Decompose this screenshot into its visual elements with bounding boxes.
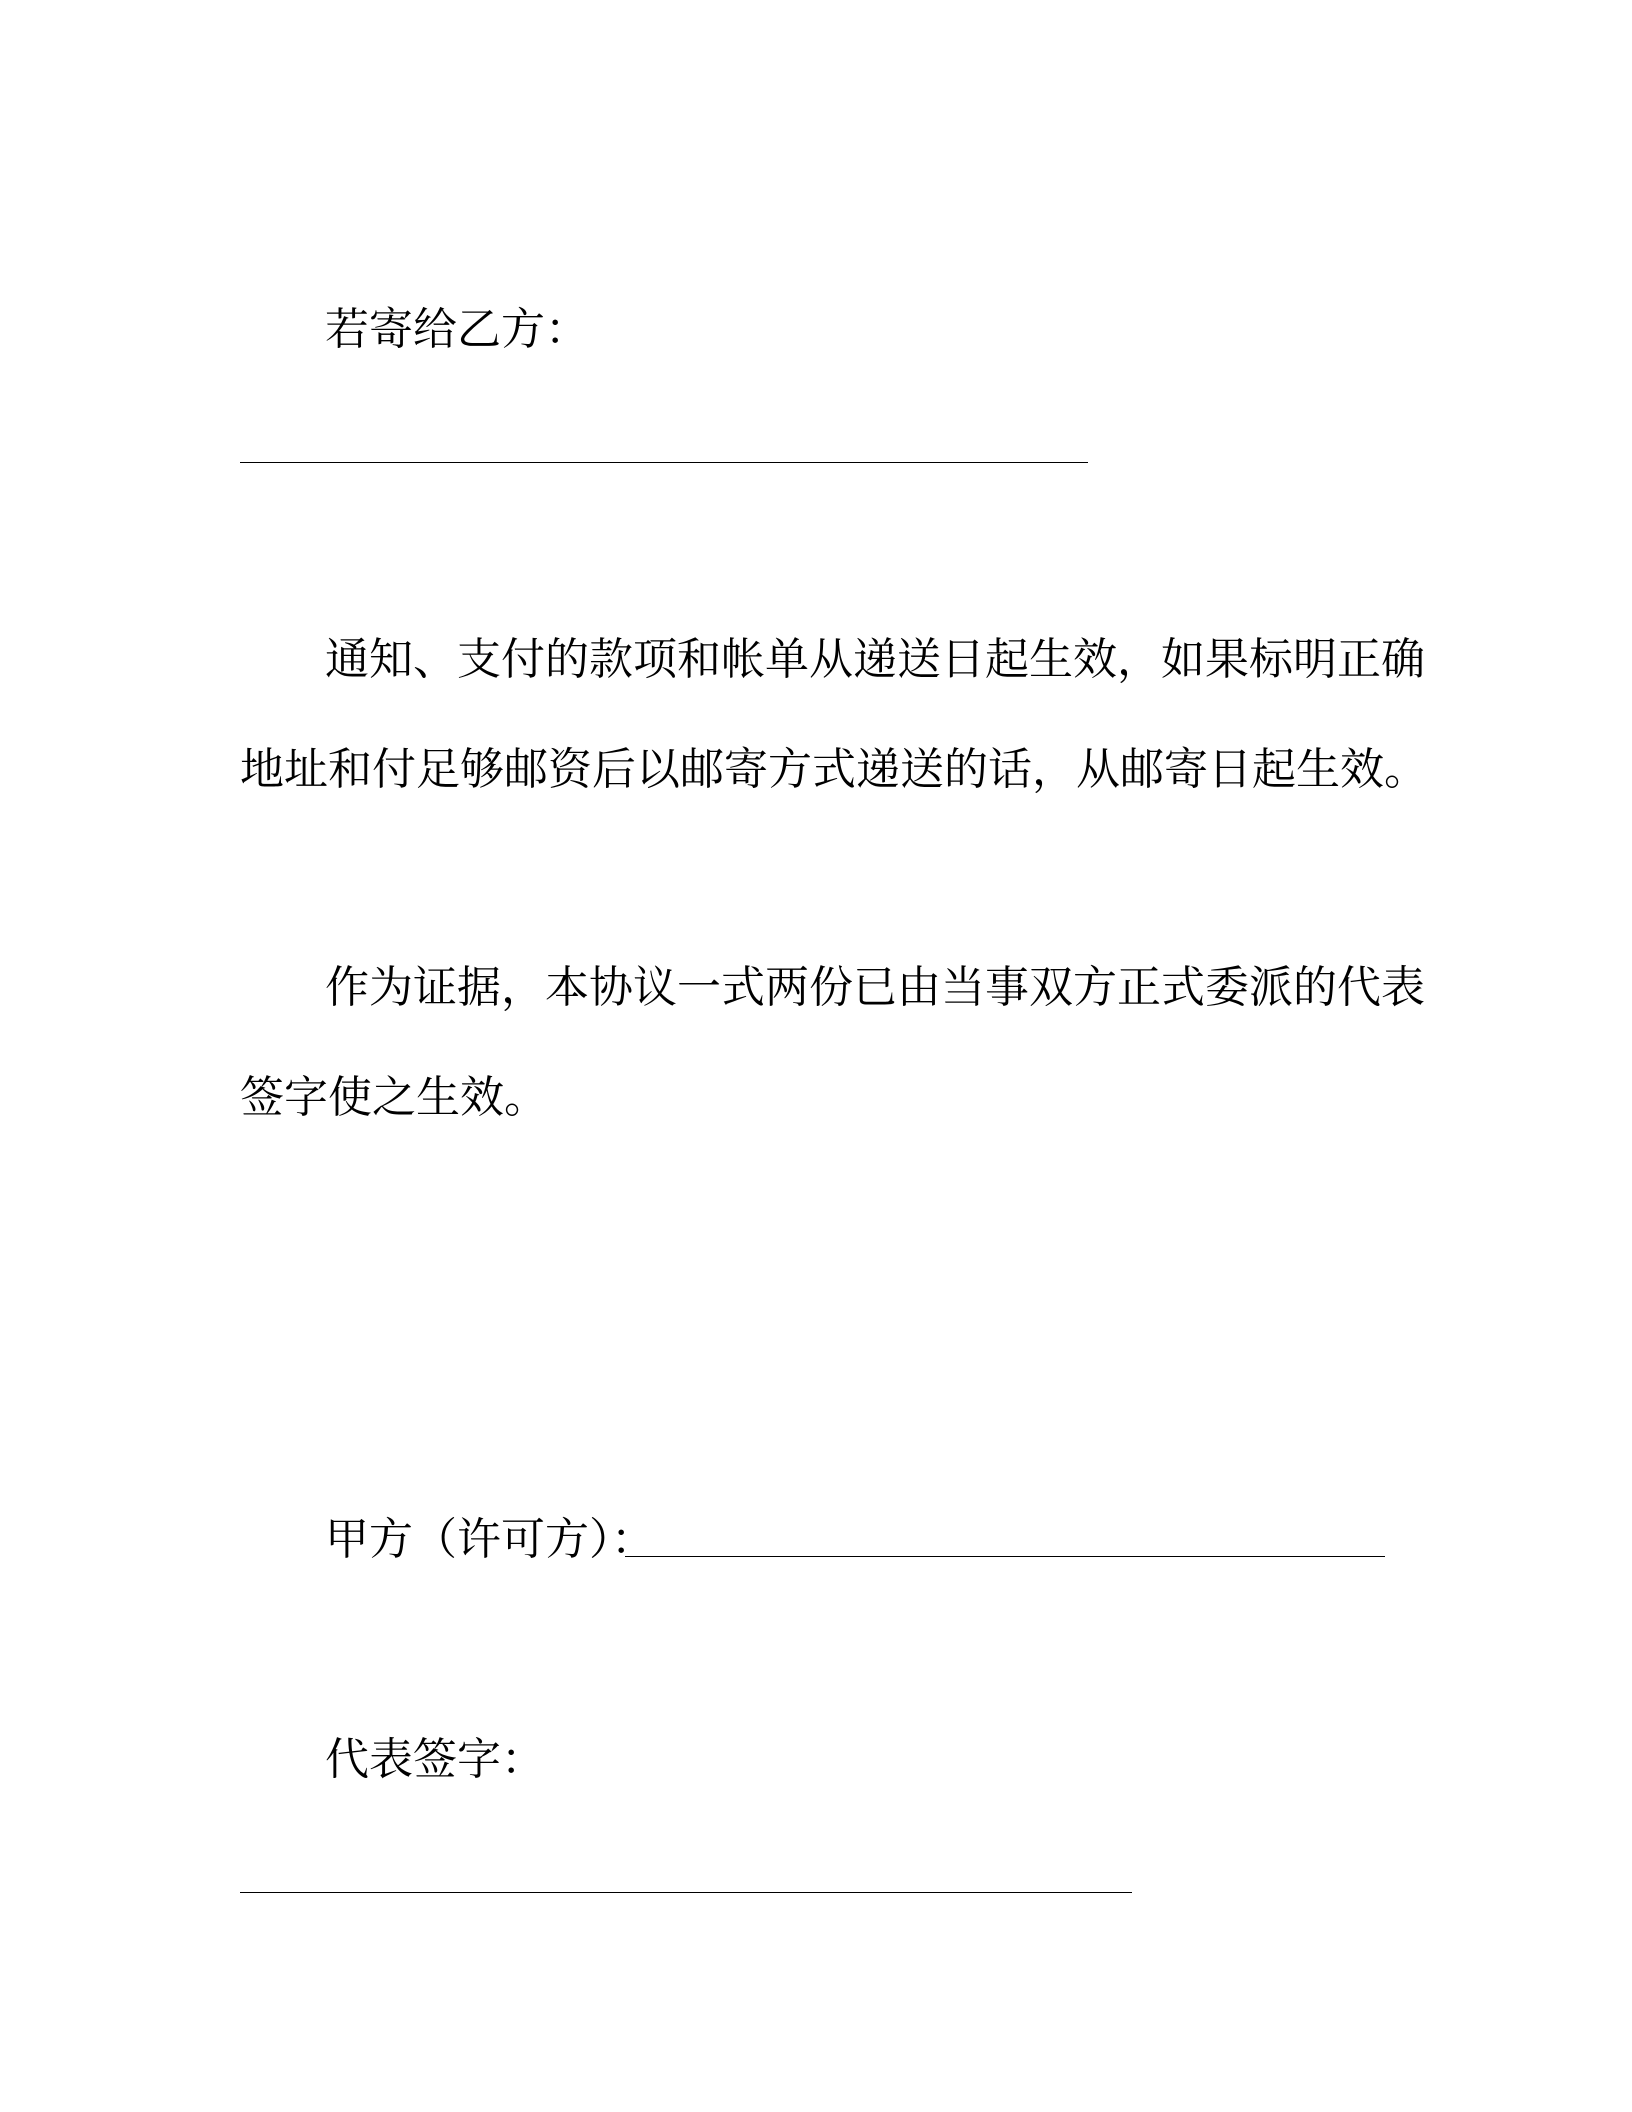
witness-paragraph-line-1: 作为证据，本协议一式两份已由当事双方正式委派的代表 [325, 962, 1425, 1013]
notice-paragraph-line-2: 地址和付足够邮资后以邮寄方式递送的话，从邮寄日起生效。 [240, 744, 1428, 795]
witness-paragraph-line-2: 签字使之生效。 [240, 1072, 548, 1123]
notice-paragraph-line-1: 通知、支付的款项和帐单从递送日起生效，如果标明正确 [325, 634, 1425, 685]
party-a-blank-line [625, 1556, 1385, 1557]
representative-signature-blank-line [240, 1892, 1132, 1893]
mail-to-party-b-label: 若寄给乙方： [325, 304, 589, 355]
party-a-licensor-label: 甲方（许可方）： [325, 1514, 655, 1565]
representative-signature-label: 代表签字： [325, 1734, 545, 1785]
party-b-address-blank-line [240, 462, 1088, 463]
